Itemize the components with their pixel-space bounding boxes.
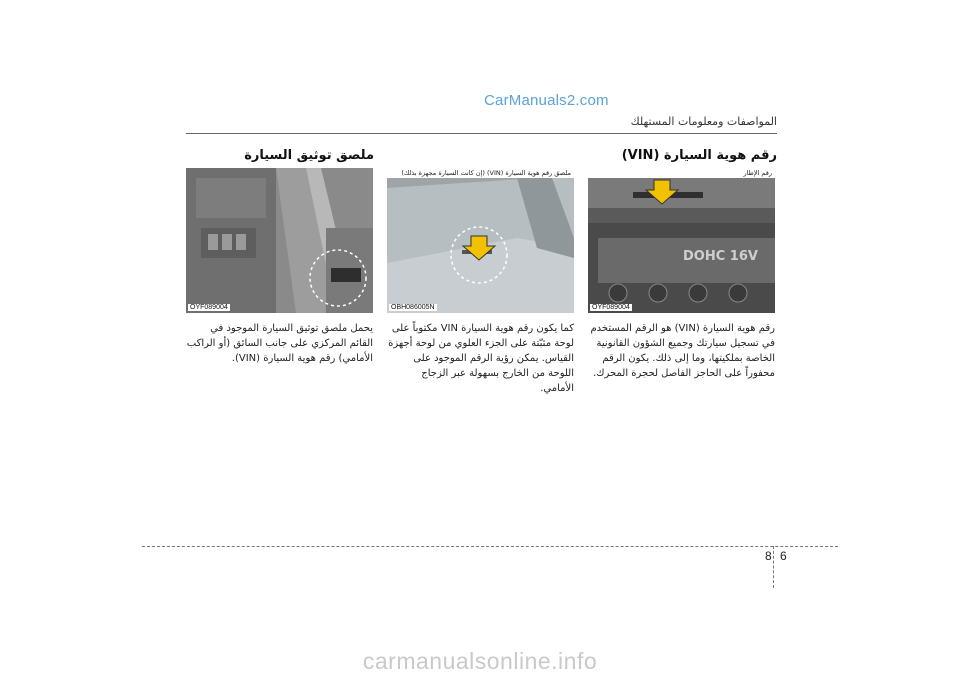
paragraph-certification-label: يحمل ملصق توثيق السيارة الموجود في القائم المركزي على جانب السائق (أو الراكب الأمامي) رقم هوية السيارة (VIN). <box>186 323 373 364</box>
windshield-illustration <box>387 168 574 313</box>
watermark-bottom: carmanualsonline.info <box>362 648 598 674</box>
photo-windshield <box>387 168 574 313</box>
heading-vin: رقم هوية السيارة (VIN) <box>621 148 777 163</box>
photo-caption: رقم الإطار <box>588 168 775 178</box>
header-rule <box>186 133 777 134</box>
engine-label: DOHC 16V <box>683 249 758 264</box>
photo-code: OYF089004 <box>592 304 630 311</box>
photo-code: OYF089004 <box>190 304 228 311</box>
photo-code: OBH086005N <box>391 304 435 311</box>
photo-caption: ملصق رقم هوية السيارة (VIN) (إن كانت السيارة مجهزة بذلك) <box>387 168 574 178</box>
heading-certification-label: ملصق توثيق السيارة <box>244 148 374 163</box>
door-pillar-illustration <box>186 168 373 313</box>
paragraph-vin-dashboard: كما يكون رقم هوية السيارة VIN مكتوباً على لوحة مثبّتة على الجزء العلوي من لوحة أجهزة القياس. يمكن رؤية الرقم الموجود على اللوحة من الخارج بسهولة عبر الزجاج الأمامي. <box>388 323 574 394</box>
footer-rule <box>142 546 838 547</box>
photo-engine <box>588 168 775 313</box>
page-number: 6 <box>780 549 787 563</box>
chapter-number: 8 <box>765 549 772 563</box>
watermark-top: CarManuals2.com <box>484 92 609 109</box>
engine-illustration <box>588 168 775 313</box>
paragraph-vin-engine: رقم هوية السيارة (VIN) هو الرقم المستخدم في تسجيل سيارتك وجميع الشؤون القانونية الخاصة بملكيتها، وما إلى ذلك. يكون الرقم محفوراً على الحاجز الفاصل لحجرة المحرك. <box>590 323 775 379</box>
section-title: المواصفات ومعلومات المستهلك <box>630 115 777 128</box>
page-number-divider <box>773 546 774 588</box>
photo-door-pillar <box>186 168 373 313</box>
